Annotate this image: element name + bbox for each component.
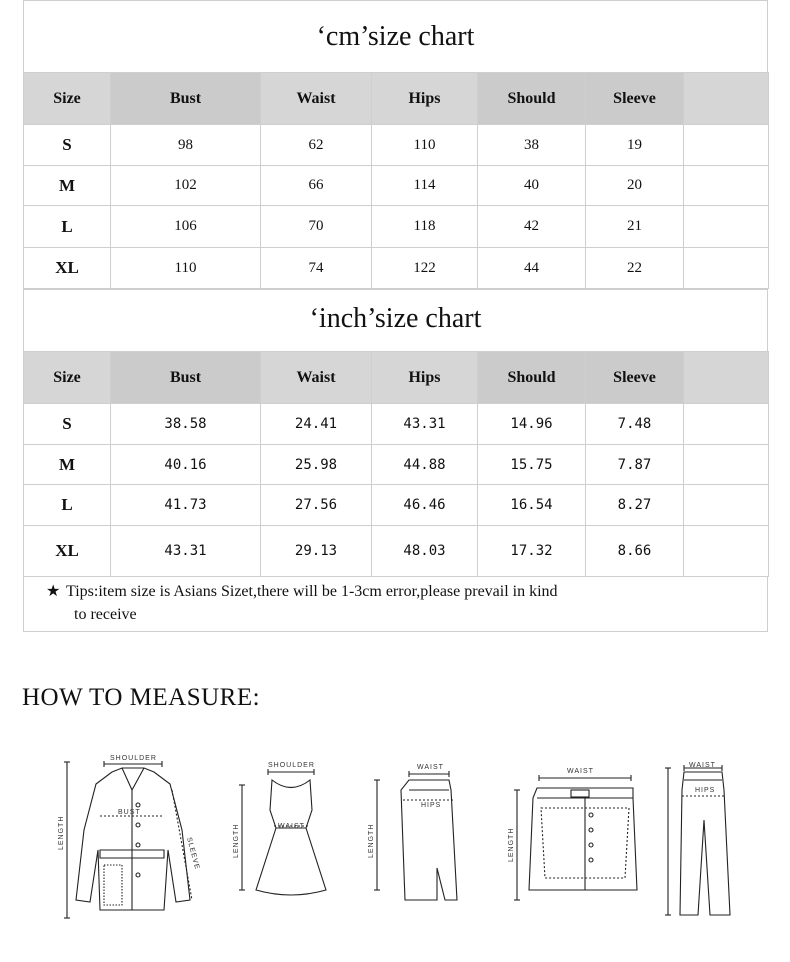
how-to-measure-heading: HOW TO MEASURE:: [22, 684, 261, 711]
pants-figure: [658, 750, 748, 925]
table-cell: 43.31: [372, 404, 478, 445]
table-cell: [684, 248, 769, 289]
size-cell: S: [24, 125, 111, 166]
table-cell: 8.27: [586, 485, 684, 526]
column-header: Bust: [111, 352, 261, 404]
table-cell: [684, 166, 769, 206]
table-cell: 20: [586, 166, 684, 206]
table-cell: 24.41: [261, 404, 372, 445]
inch-chart-title: ‘inch’size chart: [23, 289, 768, 351]
size-cell: XL: [24, 248, 111, 289]
dress-shoulder-label: SHOULDER: [268, 762, 315, 769]
table-row: [24, 166, 769, 206]
table-cell: 41.73: [111, 485, 261, 526]
cm-size-table: [23, 72, 769, 289]
tips-line2: to receive: [74, 606, 137, 623]
table-cell: 40.16: [111, 445, 261, 485]
inch-size-table: [23, 351, 769, 577]
table-cell: 7.48: [586, 404, 684, 445]
table-row: [24, 485, 769, 526]
skirt-hips-label: HIPS: [421, 802, 442, 809]
dress-length-label: LENGTH: [233, 823, 240, 858]
table-cell: 8.66: [586, 526, 684, 577]
table-cell: [684, 404, 769, 445]
table-cell: [684, 125, 769, 166]
pants-hips-label: HIPS: [695, 787, 716, 794]
table-cell: 74: [261, 248, 372, 289]
table-row: [24, 526, 769, 577]
table-cell: 46.46: [372, 485, 478, 526]
column-header: Waist: [261, 73, 372, 125]
cm-chart-title: ‘cm’size chart: [23, 0, 768, 72]
table-cell: 16.54: [478, 485, 586, 526]
inch-size-chart: [23, 289, 768, 577]
table-cell: 44: [478, 248, 586, 289]
column-header: Waist: [261, 352, 372, 404]
size-cell: M: [24, 445, 111, 485]
table-row: [24, 248, 769, 289]
table-cell: [684, 485, 769, 526]
tips-note: [23, 576, 768, 632]
table-cell: 114: [372, 166, 478, 206]
table-cell: 21: [586, 206, 684, 248]
table-cell: 25.98: [261, 445, 372, 485]
shorts-length-label: LENGTH: [508, 827, 515, 862]
column-header: Sleeve: [586, 352, 684, 404]
table-cell: [684, 526, 769, 577]
table-cell: 118: [372, 206, 478, 248]
jacket-bust-label: BUST: [118, 809, 141, 816]
table-cell: 42: [478, 206, 586, 248]
tips-line1: Tips:item size is Asians Sizet,there will be 1-3cm error,please prevail in kind: [66, 583, 558, 600]
jacket-figure: [52, 750, 212, 925]
size-cell: XL: [24, 526, 111, 577]
table-cell: 48.03: [372, 526, 478, 577]
size-cell: L: [24, 206, 111, 248]
skirt-length-label: LENGTH: [368, 823, 375, 858]
table-row: [24, 404, 769, 445]
table-header-row: [24, 73, 769, 125]
table-cell: 14.96: [478, 404, 586, 445]
column-header: Should: [478, 352, 586, 404]
table-cell: 27.56: [261, 485, 372, 526]
table-cell: [684, 206, 769, 248]
dress-waist-label: WAIST: [278, 823, 305, 830]
table-cell: 122: [372, 248, 478, 289]
table-cell: 40: [478, 166, 586, 206]
size-cell: L: [24, 485, 111, 526]
size-cell: S: [24, 404, 111, 445]
table-cell: 15.75: [478, 445, 586, 485]
table-cell: 102: [111, 166, 261, 206]
table-cell: [684, 445, 769, 485]
pants-waist-label: WAIST: [689, 762, 716, 769]
shorts-waist-label: WAIST: [567, 768, 594, 775]
column-header: Bust: [111, 73, 261, 125]
jacket-sleeve-label: SLEEVE: [185, 836, 201, 871]
table-cell: 19: [586, 125, 684, 166]
column-header: Hips: [372, 73, 478, 125]
table-cell: 29.13: [261, 526, 372, 577]
table-cell: 7.87: [586, 445, 684, 485]
table-cell: 110: [372, 125, 478, 166]
column-header: Sleeve: [586, 73, 684, 125]
column-header: Size: [24, 352, 111, 404]
cm-size-chart: [23, 0, 768, 289]
column-header: [684, 73, 769, 125]
table-cell: 70: [261, 206, 372, 248]
star-icon: ★: [46, 583, 61, 600]
size-cell: M: [24, 166, 111, 206]
table-cell: 38.58: [111, 404, 261, 445]
table-cell: 98: [111, 125, 261, 166]
table-cell: 110: [111, 248, 261, 289]
jacket-shoulder-label: SHOULDER: [110, 755, 157, 762]
measure-figures: [0, 750, 790, 930]
jacket-length-label: LENGTH: [58, 815, 65, 850]
table-cell: 38: [478, 125, 586, 166]
skirt-waist-label: WAIST: [417, 764, 444, 771]
dress-figure: [228, 750, 328, 925]
table-cell: 43.31: [111, 526, 261, 577]
table-row: [24, 125, 769, 166]
table-header-row: [24, 352, 769, 404]
table-cell: 17.32: [478, 526, 586, 577]
column-header: [684, 352, 769, 404]
table-cell: 62: [261, 125, 372, 166]
table-row: [24, 206, 769, 248]
skirt-figure: [365, 750, 465, 925]
table-cell: 106: [111, 206, 261, 248]
column-header: Should: [478, 73, 586, 125]
table-cell: 22: [586, 248, 684, 289]
shorts-figure: [505, 750, 645, 925]
column-header: Hips: [372, 352, 478, 404]
column-header: Size: [24, 73, 111, 125]
table-cell: 66: [261, 166, 372, 206]
table-row: [24, 445, 769, 485]
table-cell: 44.88: [372, 445, 478, 485]
